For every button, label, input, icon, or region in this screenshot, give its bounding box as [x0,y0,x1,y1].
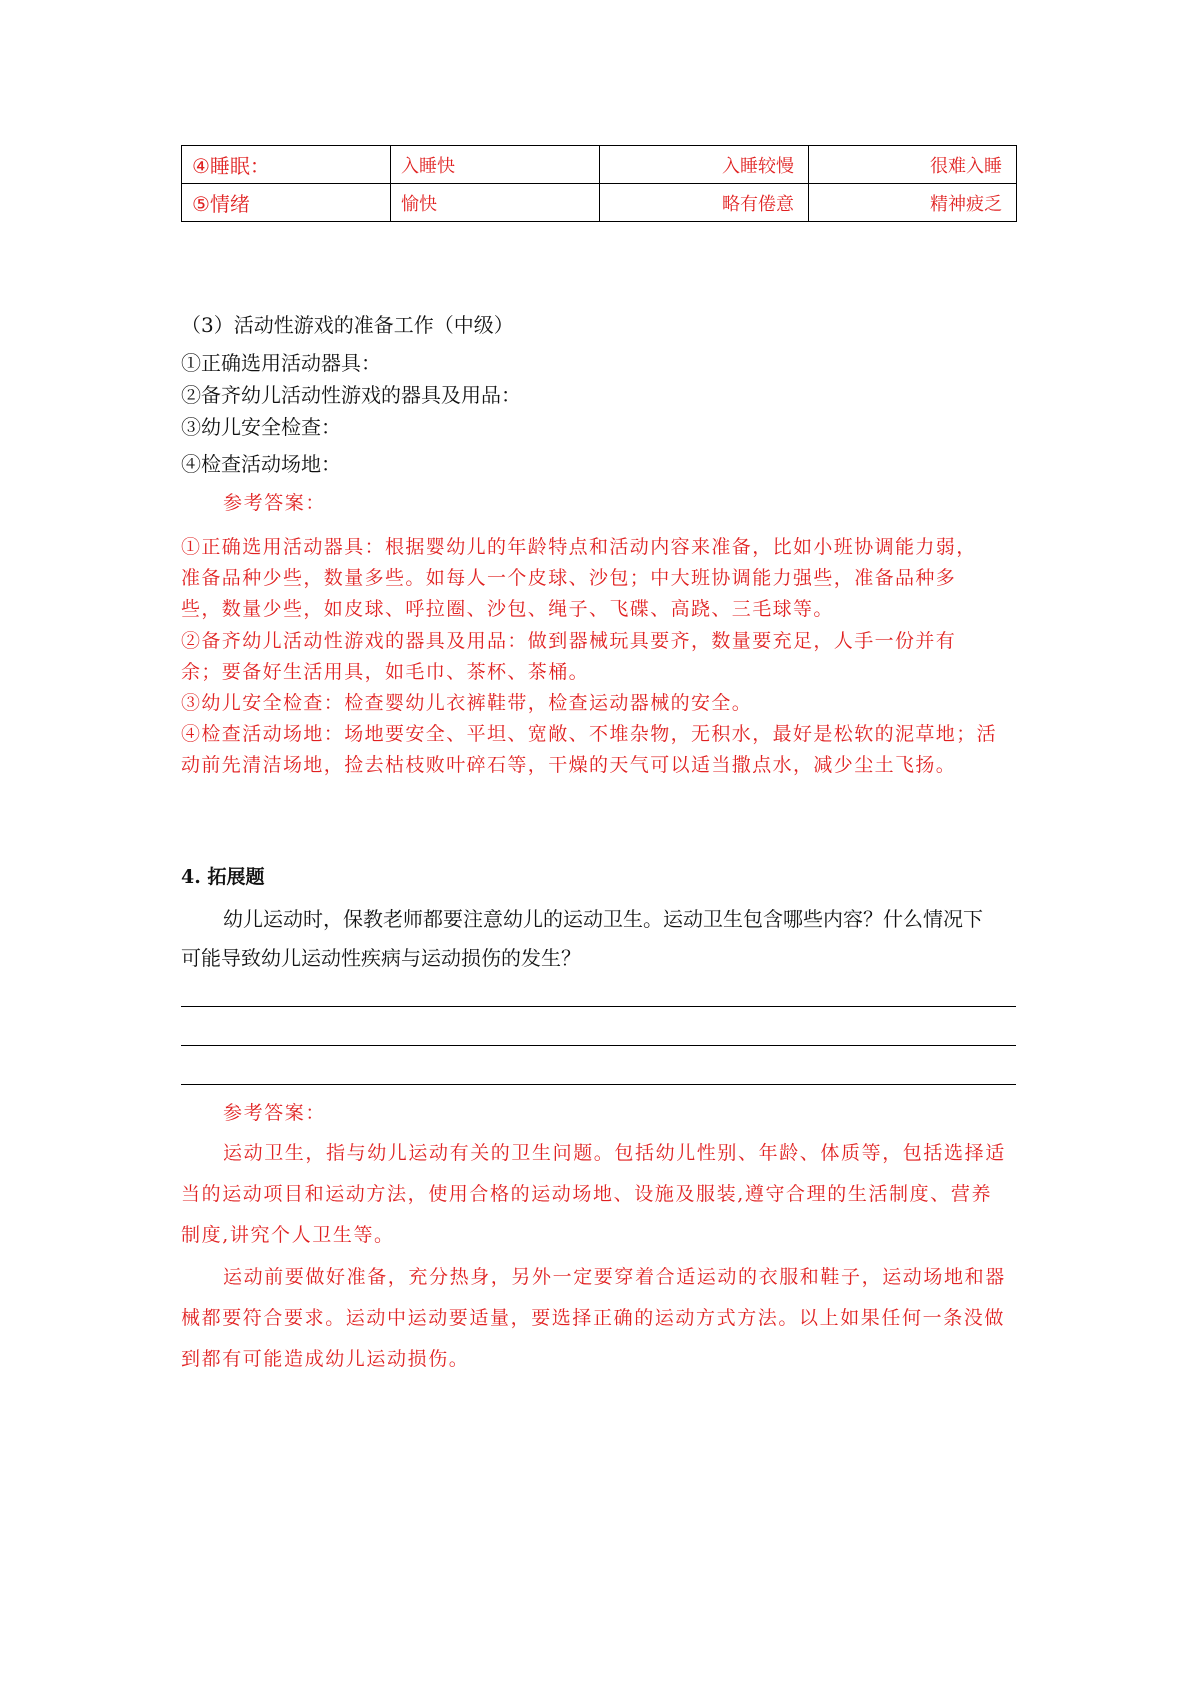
question-item: ①正确选用活动器具： [181,351,381,375]
table-cell: 愉快 [391,184,600,222]
answer-blank-line [181,1006,1016,1007]
answer-line: 运动卫生，指与幼儿运动有关的卫生问题。包括幼儿性别、年龄、体质等，包括选择适 [223,1142,1006,1164]
answer-line: ①正确选用活动器具：根据婴幼儿的年龄特点和活动内容来准备，比如小班协调能力弱， [181,536,977,558]
answer-line: ③幼儿安全检查：检查婴幼儿衣裤鞋带，检查运动器械的安全。 [181,692,753,714]
answer-line: 制度,讲究个人卫生等。 [181,1224,395,1246]
answer-line: 运动前要做好准备，充分热身，另外一定要穿着合适运动的衣服和鞋子，运动场地和器 [223,1266,1006,1288]
table-cell: 入睡较慢 [600,146,809,184]
question-text: 可能导致幼儿运动性疾病与运动损伤的发生？ [181,946,581,970]
section-heading: （3）活动性游戏的准备工作（中级） [181,313,514,337]
answer-line: 准备品种少些，数量多些。如每人一个皮球、沙包；中大班协调能力强些，准备品种多 [181,567,957,589]
table-row [182,146,1017,184]
table-cell: ④睡眠： [182,146,391,184]
table-cell: 很难入睡 [809,146,1017,184]
answer-blank-line [181,1045,1016,1046]
question-item: ③幼儿安全检查： [181,415,341,439]
table-cell: 精神疲乏 [809,184,1017,222]
table-cell: ⑤情绪 [182,184,391,222]
answer-line: 当的运动项目和运动方法，使用合格的运动场地、设施及服装,遵守合理的生活制度、营养 [181,1183,993,1205]
answer-line: 些，数量少些，如皮球、呼拉圈、沙包、绳子、飞碟、高跷、三毛球等。 [181,598,834,620]
status-table [181,145,1017,222]
answer-line: 到都有可能造成幼儿运动损伤。 [181,1348,470,1370]
reference-answer-label: 参考答案： [223,1102,327,1124]
answer-line: ②备齐幼儿活动性游戏的器具及用品：做到器械玩具要齐，数量要充足，人手一份并有 [181,630,957,652]
answer-line: ④检查活动场地：场地要安全、平坦、宽敞、不堆杂物，无积水，最好是松软的泥草地；活 [181,723,998,745]
answer-line: 械都要符合要求。运动中运动要适量，要选择正确的运动方式方法。以上如果任何一条没做 [181,1307,1006,1329]
section-heading: 4. 拓展题 [181,866,265,888]
question-text: 幼儿运动时，保教老师都要注意幼儿的运动卫生。运动卫生包含哪些内容？什么情况下 [223,907,983,931]
table-cell: 入睡快 [391,146,600,184]
question-item: ④检查活动场地： [181,452,341,476]
answer-line: 动前先清洁场地，捡去枯枝败叶碎石等，干燥的天气可以适当撒点水，减少尘土飞扬。 [181,754,957,776]
question-item: ②备齐幼儿活动性游戏的器具及用品： [181,383,521,407]
table-cell: 略有倦意 [600,184,809,222]
table-row [182,184,1017,222]
reference-answer-label: 参考答案： [223,492,327,514]
answer-blank-line [181,1084,1016,1085]
answer-line: 余；要备好生活用具，如毛巾、茶杯、茶桶。 [181,661,590,683]
